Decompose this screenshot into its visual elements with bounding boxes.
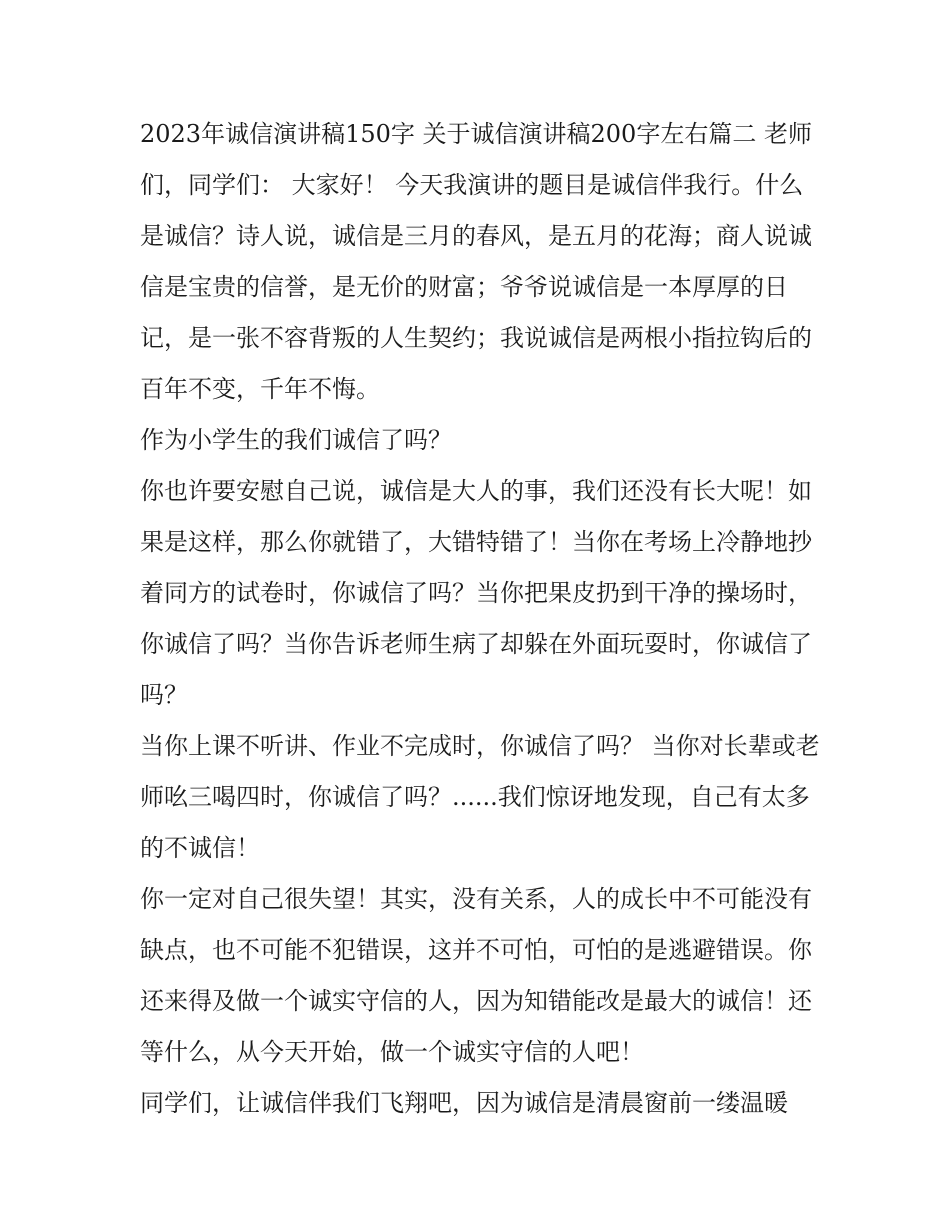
paragraph-discovery: 当你上课不听讲、作业不完成时，你诚信了吗？ 当你对长辈或老师吆三喝四时，你诚信了吗？......我们惊讶地发现，自己有太多的不诚信！: [140, 732, 820, 862]
paragraph-closing: 同学们，让诚信伴我们飞翔吧，因为诚信是清晨窗前一缕温暖: [140, 1089, 788, 1117]
speech-text: [140, 109, 820, 1129]
paragraph-encouragement: 你一定对自己很失望！其实，没有关系，人的成长中不可能没有缺点，也不可能不犯错误，这并不可怕，可怕的是逃避错误。你还来得及做一个诚实守信的人，因为知错能改是最大的诚信！还等什么，从今天开始，做一个诚实守信的人吧！: [140, 885, 812, 1066]
paragraph-examples: 你也许要安慰自己说，诚信是大人的事，我们还没有长大呢！如果是这样，那么你就错了，大错特错了！当你在考场上冷静地抄着同方的试卷时，你诚信了吗？当你把果皮扔到干净的操场时，你诚信了吗？当你告诉老师生病了却躲在外面玩耍时，你诚信了吗？: [140, 477, 812, 709]
paragraph-intro: 2023年诚信演讲稿150字 关于诚信演讲稿200字左右篇二 老师们，同学们： 大家好！ 今天我演讲的题目是诚信伴我行。什么是诚信？诗人说，诚信是三月的春风，是五月的花海；商人说诚信是宝贵的信誉，是无价的财富；爷爷说诚信是一本厚厚的日记，是一张不容背叛的人生契约；我说诚信是两根小指拉钩后的百年不变，千年不悔。: [140, 120, 812, 403]
paragraph-question: 作为小学生的我们诚信了吗？: [140, 426, 452, 454]
